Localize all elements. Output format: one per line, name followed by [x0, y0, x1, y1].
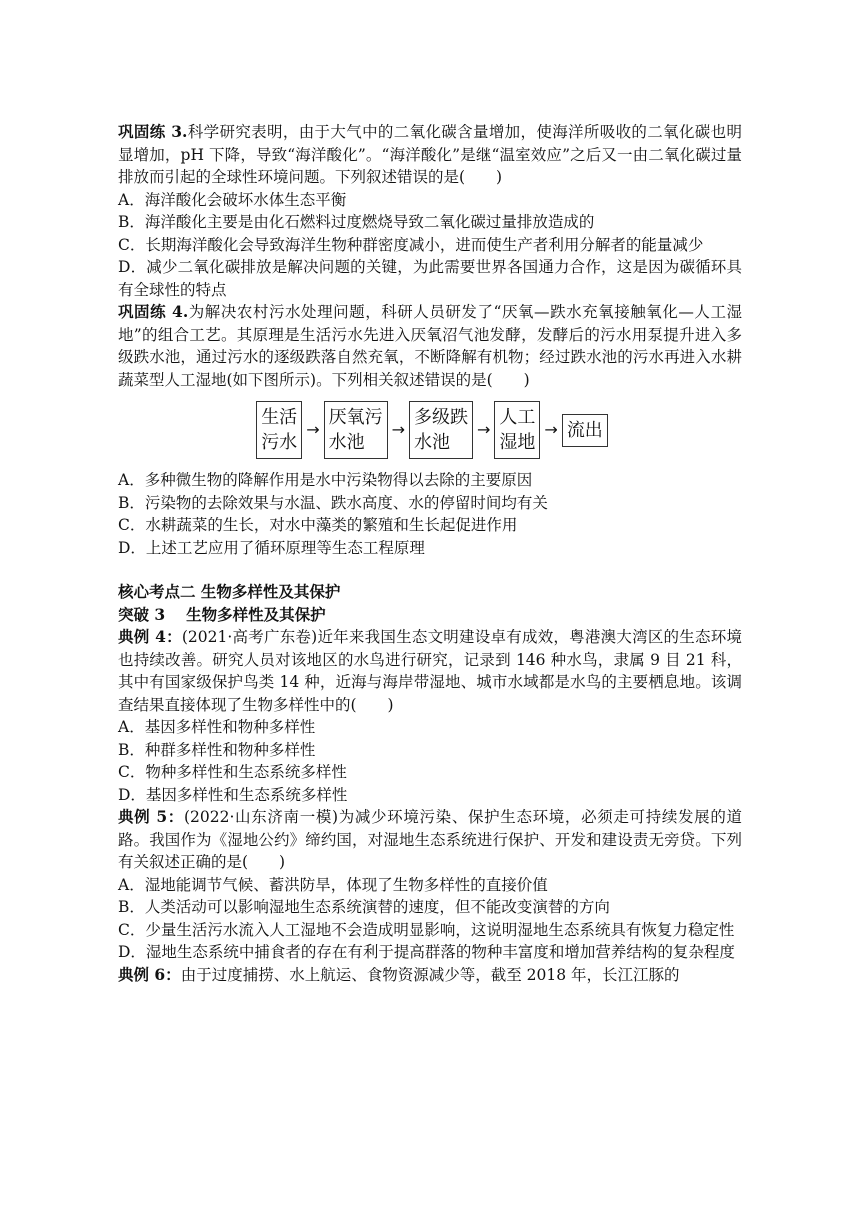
section-heading: 核心考点二 生物多样性及其保护: [118, 582, 341, 601]
flow-box-line: 生活: [261, 407, 298, 428]
flow-box-domestic-sewage: [256, 401, 302, 459]
ex5-stem-paragraph: [118, 806, 742, 874]
flow-box-line: 人工: [499, 407, 536, 428]
ex6-stem-paragraph: [118, 964, 742, 987]
ex4-option-a: A．基因多样性和物种多样性: [118, 718, 316, 736]
q4-stem-paragraph: [118, 301, 742, 391]
flow-box-line: 湿地: [499, 432, 536, 453]
process-flow-diagram: [118, 397, 742, 463]
ex4-label: 典例 4：: [118, 627, 182, 646]
q4-stem: 为解决农村污水处理问题，科研人员研发了“厌氧—跌水充氧接触氧化—人工湿地”的组合工艺。其原理是生活污水先进入厌氧沼气池发酵，发酵后的污水用泵提升进入多级跌水池，通过污水的逐级跌落自然充氧，不断降解有机物；经过跌水池的污水再进入水耕蔬菜型人工湿地(如下图所示)。下列相关叙述错误的是( ): [118, 303, 742, 389]
ex5-label: 典例 5：: [118, 807, 184, 826]
flow-box-line: 水池: [414, 432, 450, 453]
ex4-stem: (2021·高考广东卷)近年来我国生态文明建设卓有成效，粤港澳大湾区的生态环境也持续改善。研究人员对该地区的水鸟进行研究，记录到 146 种水鸟，隶属 9 目 21 科，其中有国家级保护鸟类 14 种，近海与海岸带湿地、城市水域都是水鸟的主要栖息地。该调查结果直接体现了生物多样性中的( ): [118, 628, 742, 714]
flow-box-anaerobic-pond: [324, 401, 388, 459]
ex4-option-d: D．基因多样性和生态系统多样性: [118, 785, 348, 804]
ex4-option-c: C．物种多样性和生态系统多样性: [118, 763, 347, 781]
flow-box-line: 污水: [261, 432, 298, 453]
section-subheading: 突破 3 生物多样性及其保护: [118, 604, 326, 624]
q3-label: 巩固练 3.: [118, 122, 188, 141]
q3-option-c: C．长期海洋酸化会导致海洋生物种群密度减小，进而使生产者利用分解者的能量减少: [118, 235, 704, 254]
q4-option-d: D．上述工艺应用了循环原理等生态工程原理: [118, 538, 425, 557]
ex4-stem-paragraph: [118, 626, 742, 716]
flow-box-line: 多级跌: [414, 407, 468, 428]
ex5-stem: (2022·山东济南一模)为减少环境污染、保护生态环境，必须走可持续发展的道路。我国作为《湿地公约》缔约国，对湿地生态系统进行保护、开发和建设责无旁贷。下列有关叙述正确的是( ): [118, 808, 742, 871]
q4-option-b: B．污染物的去除效果与水温、跌水高度、水的停留时间均有关: [118, 493, 548, 512]
ex4-option-b: B．种群多样性和物种多样性: [118, 740, 316, 759]
ex5-option-a: A．湿地能调节气候、蓄洪防旱，体现了生物多样性的直接价值: [118, 875, 548, 894]
q3-stem: 科学研究表明，由于大气中的二氧化碳含量增加，使海洋所吸收的二氧化碳也明显增加，pH 下降，导致“海洋酸化”。“海洋酸化”是继“温室效应”之后又一由二氧化碳过量排放而引起的全球性环境问题。下列叙述错误的是( ): [118, 123, 742, 186]
blank-line: [118, 559, 742, 581]
ex5-option-b: B．人类活动可以影响湿地生态系统演替的速度，但不能改变演替的方向: [118, 898, 610, 916]
arrow-right-icon: →: [391, 419, 405, 439]
q4-option-a: A．多种微生物的降解作用是水中污染物得以去除的主要原因: [118, 471, 533, 489]
q4-option-c: C．水耕蔬菜的生长，对水中藻类的繁殖和生长起促进作用: [118, 516, 518, 534]
document-body: [118, 121, 742, 986]
q4-label: 巩固练 4.: [118, 302, 189, 321]
flow-box-line: 厌氧污: [328, 407, 383, 428]
q3-option-d: D．减少二氧化碳排放是解决问题的关键，为此需要世界各国通力合作，这是因为碳循环具有全球性的特点: [118, 258, 742, 299]
arrow-right-icon: →: [544, 419, 558, 439]
flow-box-line: 水池: [328, 432, 365, 453]
ex5-option-d: D．湿地生态系统中捕食者的存在有利于提高群落的物种丰富度和增加营养结构的复杂程度: [118, 943, 735, 961]
q3-stem-paragraph: [118, 121, 742, 189]
flow-box-line: 流出: [566, 419, 603, 441]
arrow-right-icon: →: [477, 419, 491, 439]
ex5-option-c: C．少量生活污水流入人工湿地不会造成明显影响，这说明湿地生态系统具有恢复力稳定性: [118, 920, 735, 939]
ex6-stem: 由于过度捕捞、水上航运、食物资源减少等，截至 2018 年，长江江豚的: [180, 965, 680, 984]
q3-option-a: A．海洋酸化会破坏水体生态平衡: [118, 190, 347, 209]
flow-box-drop-pool: [409, 401, 473, 459]
flow-box-wetland: [494, 401, 540, 459]
flow-box-outflow: [562, 414, 608, 447]
ex6-label: 典例 6：: [118, 964, 181, 984]
q3-option-b: B．海洋酸化主要是由化石燃料过度燃烧导致二氧化碳过量排放造成的: [118, 213, 595, 231]
arrow-right-icon: →: [306, 419, 320, 439]
